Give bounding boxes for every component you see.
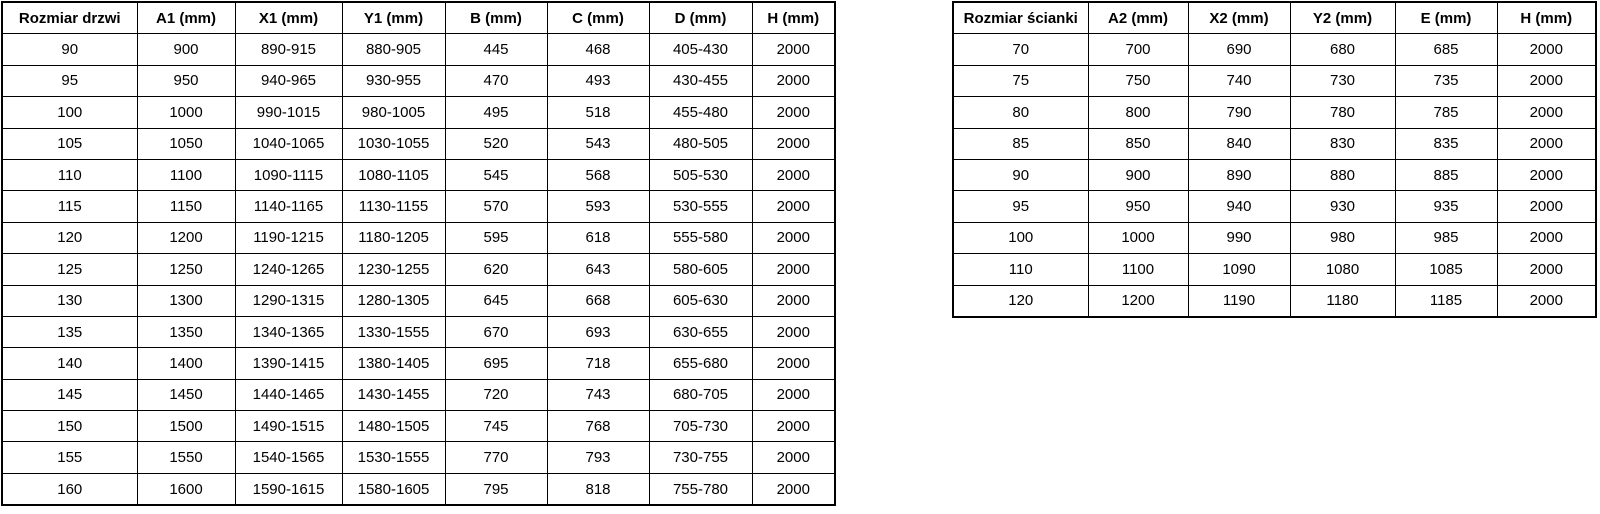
table-cell: 1085: [1395, 254, 1497, 285]
column-header: A1 (mm): [137, 2, 235, 34]
table-cell: 555-580: [649, 222, 752, 253]
table-cell: 745: [445, 411, 547, 442]
table-cell: 405-430: [649, 34, 752, 65]
table-cell: 800: [1088, 97, 1188, 128]
table-cell: 445: [445, 34, 547, 65]
table-cell: 1540-1565: [235, 442, 342, 473]
table-cell: 120: [2, 222, 137, 253]
table-cell: 1330-1555: [342, 316, 445, 347]
table-cell: 880: [1290, 159, 1395, 190]
table-cell: 1190: [1188, 285, 1290, 317]
column-header: H (mm): [1497, 2, 1596, 34]
table-cell: 768: [547, 411, 649, 442]
table-cell: 570: [445, 191, 547, 222]
table-row: [2, 191, 835, 222]
table-cell: 105: [2, 128, 137, 159]
table-cell: 935: [1395, 191, 1497, 222]
table-cell: 668: [547, 285, 649, 316]
table-cell: 2000: [1497, 97, 1596, 128]
table-cell: 1230-1255: [342, 254, 445, 285]
table-cell: 1030-1055: [342, 128, 445, 159]
table-cell: 1050: [137, 128, 235, 159]
table-row: [2, 379, 835, 410]
table-cell: 1500: [137, 411, 235, 442]
table-cell: 80: [953, 97, 1088, 128]
table-cell: 2000: [1497, 285, 1596, 317]
table-cell: 605-630: [649, 285, 752, 316]
table-cell: 150: [2, 411, 137, 442]
table-cell: 1080-1105: [342, 159, 445, 190]
table-cell: 100: [953, 222, 1088, 253]
table-row: [2, 65, 835, 96]
table-cell: 755-780: [649, 473, 752, 505]
table-row: [2, 473, 835, 505]
table-cell: 543: [547, 128, 649, 159]
header-row: [953, 2, 1596, 34]
table-cell: 850: [1088, 128, 1188, 159]
table-row: [2, 97, 835, 128]
table-row: [2, 34, 835, 65]
table-row: [2, 442, 835, 473]
table-cell: 930: [1290, 191, 1395, 222]
table-cell: 2000: [1497, 34, 1596, 65]
table-cell: 2000: [752, 128, 835, 159]
door-sizes-table: [1, 1, 836, 506]
table-cell: 940: [1188, 191, 1290, 222]
table-cell: 1490-1515: [235, 411, 342, 442]
table-cell: 568: [547, 159, 649, 190]
table-cell: 2000: [752, 379, 835, 410]
table-cell: 743: [547, 379, 649, 410]
table-cell: 1430-1455: [342, 379, 445, 410]
table-cell: 690: [1188, 34, 1290, 65]
column-header: Y1 (mm): [342, 2, 445, 34]
table-cell: 70: [953, 34, 1088, 65]
table-cell: 2000: [752, 254, 835, 285]
table-cell: 780: [1290, 97, 1395, 128]
table-cell: 1440-1465: [235, 379, 342, 410]
table-cell: 1340-1365: [235, 316, 342, 347]
table-cell: 2000: [752, 97, 835, 128]
table-cell: 793: [547, 442, 649, 473]
column-header: Rozmiar ścianki: [953, 2, 1088, 34]
table-row: [2, 411, 835, 442]
table-cell: 1530-1555: [342, 442, 445, 473]
table-cell: 643: [547, 254, 649, 285]
table-cell: 1090-1115: [235, 159, 342, 190]
table-row: [953, 128, 1596, 159]
table-cell: 1180: [1290, 285, 1395, 317]
table-cell: 1090: [1188, 254, 1290, 285]
table-cell: 545: [445, 159, 547, 190]
table-cell: 505-530: [649, 159, 752, 190]
table-cell: 2000: [752, 285, 835, 316]
table-row: [2, 254, 835, 285]
table-cell: 685: [1395, 34, 1497, 65]
table-cell: 1185: [1395, 285, 1497, 317]
column-header: X1 (mm): [235, 2, 342, 34]
table-cell: 880-905: [342, 34, 445, 65]
table-cell: 1480-1505: [342, 411, 445, 442]
table-cell: 495: [445, 97, 547, 128]
table-row: [2, 128, 835, 159]
table-cell: 885: [1395, 159, 1497, 190]
table-cell: 2000: [752, 473, 835, 505]
table-cell: 100: [2, 97, 137, 128]
table-cell: 95: [953, 191, 1088, 222]
table-row: [953, 191, 1596, 222]
column-header: D (mm): [649, 2, 752, 34]
table-cell: 2000: [752, 34, 835, 65]
table-cell: 1200: [137, 222, 235, 253]
table-cell: 90: [953, 159, 1088, 190]
table-cell: 985: [1395, 222, 1497, 253]
table-cell: 493: [547, 65, 649, 96]
table-cell: 990: [1188, 222, 1290, 253]
table-cell: 468: [547, 34, 649, 65]
table-cell: 130: [2, 285, 137, 316]
table-row: [2, 159, 835, 190]
table-cell: 670: [445, 316, 547, 347]
table-cell: 718: [547, 348, 649, 379]
table-cell: 593: [547, 191, 649, 222]
table-row: [2, 285, 835, 316]
table-cell: 120: [953, 285, 1088, 317]
table-row: [2, 222, 835, 253]
table-cell: 630-655: [649, 316, 752, 347]
table-cell: 705-730: [649, 411, 752, 442]
table-cell: 470: [445, 65, 547, 96]
table-row: [953, 97, 1596, 128]
table-cell: 2000: [1497, 191, 1596, 222]
table-cell: 818: [547, 473, 649, 505]
table-row: [2, 316, 835, 347]
column-header: Y2 (mm): [1290, 2, 1395, 34]
table-cell: 2000: [1497, 222, 1596, 253]
table-cell: 1190-1215: [235, 222, 342, 253]
table-cell: 2000: [1497, 254, 1596, 285]
table-cell: 1580-1605: [342, 473, 445, 505]
table-row: [953, 65, 1596, 96]
table-cell: 2000: [752, 222, 835, 253]
table-cell: 693: [547, 316, 649, 347]
table-cell: 480-505: [649, 128, 752, 159]
table-cell: 680-705: [649, 379, 752, 410]
table-cell: 620: [445, 254, 547, 285]
table-cell: 720: [445, 379, 547, 410]
table-cell: 1300: [137, 285, 235, 316]
table-cell: 1180-1205: [342, 222, 445, 253]
table-cell: 140: [2, 348, 137, 379]
table-cell: 785: [1395, 97, 1497, 128]
table-row: [2, 348, 835, 379]
table-cell: 115: [2, 191, 137, 222]
table-cell: 110: [953, 254, 1088, 285]
table-cell: 835: [1395, 128, 1497, 159]
table-cell: 2000: [1497, 65, 1596, 96]
table-cell: 940-965: [235, 65, 342, 96]
table-cell: 655-680: [649, 348, 752, 379]
table-cell: 595: [445, 222, 547, 253]
table-cell: 750: [1088, 65, 1188, 96]
table-cell: 530-555: [649, 191, 752, 222]
table-cell: 1390-1415: [235, 348, 342, 379]
table-cell: 1450: [137, 379, 235, 410]
table-cell: 1130-1155: [342, 191, 445, 222]
column-header: Rozmiar drzwi: [2, 2, 137, 34]
column-header: H (mm): [752, 2, 835, 34]
table-cell: 2000: [752, 316, 835, 347]
table-cell: 1250: [137, 254, 235, 285]
table-row: [953, 222, 1596, 253]
table-cell: 1550: [137, 442, 235, 473]
table-cell: 735: [1395, 65, 1497, 96]
table-cell: 980-1005: [342, 97, 445, 128]
table-cell: 1100: [1088, 254, 1188, 285]
table-cell: 110: [2, 159, 137, 190]
table-cell: 1100: [137, 159, 235, 190]
table-cell: 1280-1305: [342, 285, 445, 316]
table-cell: 680: [1290, 34, 1395, 65]
table-cell: 125: [2, 254, 137, 285]
table-row: [953, 159, 1596, 190]
table-cell: 135: [2, 316, 137, 347]
column-header: E (mm): [1395, 2, 1497, 34]
column-header: C (mm): [547, 2, 649, 34]
table-cell: 740: [1188, 65, 1290, 96]
table-cell: 890-915: [235, 34, 342, 65]
header-row: [2, 2, 835, 34]
table-row: [953, 285, 1596, 317]
table-cell: 1400: [137, 348, 235, 379]
table-cell: 990-1015: [235, 97, 342, 128]
table-cell: 980: [1290, 222, 1395, 253]
table-cell: 770: [445, 442, 547, 473]
table-cell: 145: [2, 379, 137, 410]
table-cell: 2000: [752, 348, 835, 379]
table-cell: 1290-1315: [235, 285, 342, 316]
table-cell: 730-755: [649, 442, 752, 473]
table-cell: 518: [547, 97, 649, 128]
wall-sizes-table: [952, 1, 1597, 318]
table-cell: 1080: [1290, 254, 1395, 285]
table-cell: 730: [1290, 65, 1395, 96]
table-cell: 1200: [1088, 285, 1188, 317]
table-cell: 430-455: [649, 65, 752, 96]
table-cell: 695: [445, 348, 547, 379]
table-cell: 2000: [752, 65, 835, 96]
table-cell: 1380-1405: [342, 348, 445, 379]
table-cell: 840: [1188, 128, 1290, 159]
column-header: A2 (mm): [1088, 2, 1188, 34]
table-cell: 618: [547, 222, 649, 253]
table-cell: 950: [1088, 191, 1188, 222]
table-cell: 2000: [752, 191, 835, 222]
table-cell: 160: [2, 473, 137, 505]
table-cell: 85: [953, 128, 1088, 159]
table-cell: 2000: [1497, 159, 1596, 190]
table-cell: 75: [953, 65, 1088, 96]
column-header: X2 (mm): [1188, 2, 1290, 34]
table-cell: 2000: [752, 411, 835, 442]
table-cell: 930-955: [342, 65, 445, 96]
table-cell: 2000: [752, 442, 835, 473]
table-cell: 155: [2, 442, 137, 473]
table-cell: 95: [2, 65, 137, 96]
table-cell: 1040-1065: [235, 128, 342, 159]
table-cell: 890: [1188, 159, 1290, 190]
table-cell: 455-480: [649, 97, 752, 128]
table-cell: 1140-1165: [235, 191, 342, 222]
table-cell: 1000: [1088, 222, 1188, 253]
table-cell: 1590-1615: [235, 473, 342, 505]
table-cell: 1350: [137, 316, 235, 347]
table-row: [953, 34, 1596, 65]
table-cell: 580-605: [649, 254, 752, 285]
table-cell: 830: [1290, 128, 1395, 159]
table-cell: 520: [445, 128, 547, 159]
table-cell: 1150: [137, 191, 235, 222]
table-cell: 795: [445, 473, 547, 505]
table-cell: 1000: [137, 97, 235, 128]
table-cell: 700: [1088, 34, 1188, 65]
table-cell: 1600: [137, 473, 235, 505]
table-cell: 950: [137, 65, 235, 96]
table-row: [953, 254, 1596, 285]
table-cell: 1240-1265: [235, 254, 342, 285]
table-cell: 900: [1088, 159, 1188, 190]
table-cell: 790: [1188, 97, 1290, 128]
table-cell: 645: [445, 285, 547, 316]
table-cell: 900: [137, 34, 235, 65]
column-header: B (mm): [445, 2, 547, 34]
table-cell: 2000: [1497, 128, 1596, 159]
table-cell: 90: [2, 34, 137, 65]
table-cell: 2000: [752, 159, 835, 190]
